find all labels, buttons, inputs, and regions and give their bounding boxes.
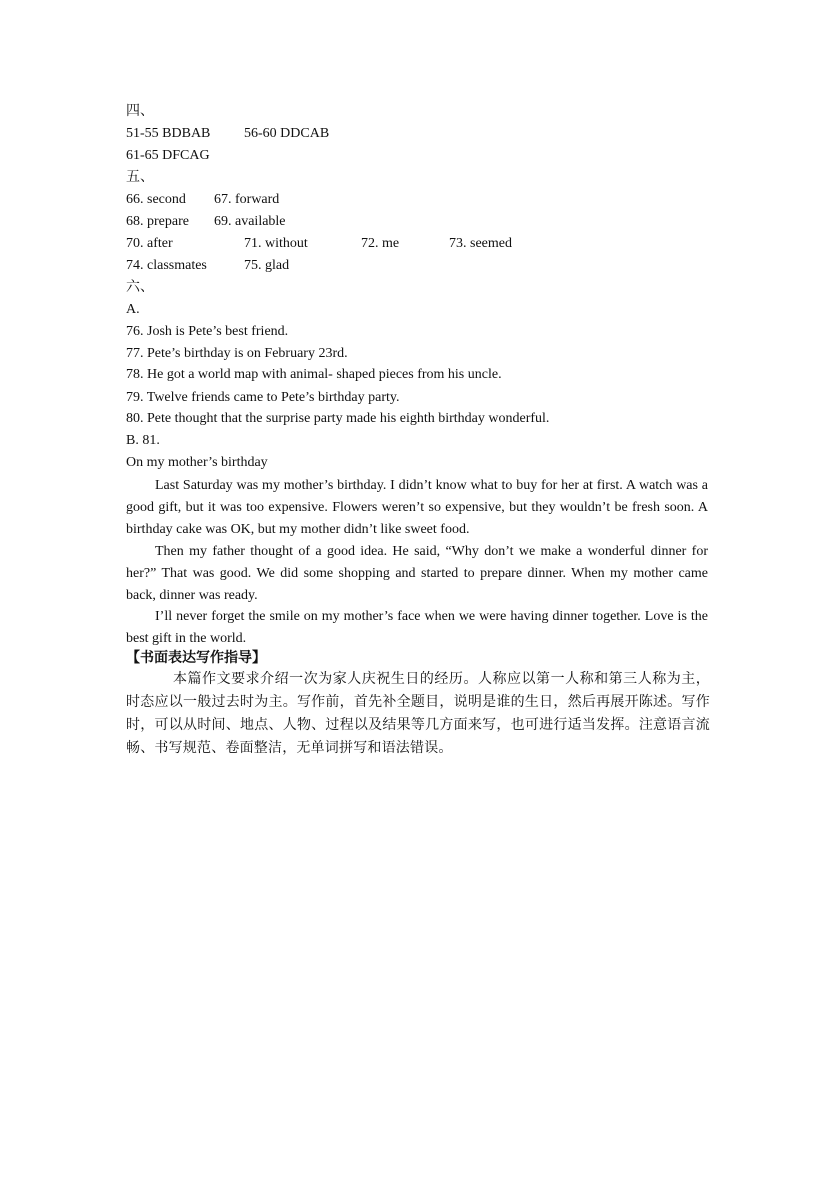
answer-69: 69. available bbox=[214, 214, 286, 229]
essay-paragraph-1 bbox=[126, 475, 708, 540]
essay-paragraph-1-text: Last Saturday was my mother’s birthday. I didn’t know what to buy for her at first. A watch was a good gift, but it was too expensive. Flowers weren’t so expensive, but they wouldn’t be fresh soon. A birthday cake was OK, but my mother didn’t like sweet food. bbox=[126, 478, 708, 537]
answers-51-55: 51-55 BDBAB bbox=[126, 126, 211, 141]
part-a-label: A. bbox=[126, 302, 140, 317]
answer-74: 74. classmates bbox=[126, 258, 207, 273]
writing-guide-body: 本篇作文要求介绍一次为家人庆祝生日的经历。人称应以第一人称和第三人称为主，时态应以一般过去时为主。写作前，首先补全题目，说明是谁的生日，然后再展开陈述。写作时，可以从时间、地点、人物、过程以及结果等几方面来写，也可进行适当发挥。注意语言流畅、书写规范、卷面整洁，无单词拼写和语法错误。 bbox=[126, 671, 710, 756]
answer-70: 70. after bbox=[126, 236, 173, 251]
section-5-heading: 五、 bbox=[126, 170, 154, 185]
answer-72: 72. me bbox=[361, 236, 400, 251]
answer-75: 75. glad bbox=[244, 258, 290, 273]
answer-68: 68. prepare bbox=[126, 214, 189, 229]
essay-paragraph-2-text: Then my father thought of a good idea. He said, “Why don’t we make a wonderful dinner for her?” That was good. We did some shopping and started to prepare dinner. When my mother came back, dinner was ready. bbox=[126, 544, 708, 603]
answer-66: 66. second bbox=[126, 192, 186, 207]
answer-67: 67. forward bbox=[214, 192, 280, 207]
answer-71: 71. without bbox=[244, 236, 308, 251]
answer-79: 79. Twelve friends came to Pete’s birthday party. bbox=[126, 390, 400, 405]
answer-76: 76. Josh is Pete’s best friend. bbox=[126, 324, 289, 339]
section-4-heading: 四、 bbox=[126, 104, 154, 119]
answer-78: 78. He got a world map with animal- shaped pieces from his uncle. bbox=[126, 367, 502, 382]
answer-80: 80. Pete thought that the surprise party made his eighth birthday wonderful. bbox=[126, 411, 550, 426]
section-6-heading: 六、 bbox=[126, 280, 154, 295]
essay-paragraph-3-text: I’ll never forget the smile on my mother’s face when we were having dinner together. Love is the best gift in the world. bbox=[126, 609, 708, 646]
answers-56-60: 56-60 DDCAB bbox=[244, 126, 330, 141]
part-b-label: B. 81. bbox=[126, 433, 160, 448]
writing-guide-title: 【书面表达写作指导】 bbox=[126, 650, 266, 666]
essay-title: On my mother’s birthday bbox=[126, 455, 268, 470]
answer-77: 77. Pete’s birthday is on February 23rd. bbox=[126, 346, 348, 361]
answers-61-65: 61-65 DFCAG bbox=[126, 148, 210, 163]
essay-paragraph-2 bbox=[126, 541, 708, 606]
answer-73: 73. seemed bbox=[449, 236, 512, 251]
essay-paragraph-3 bbox=[126, 606, 708, 650]
